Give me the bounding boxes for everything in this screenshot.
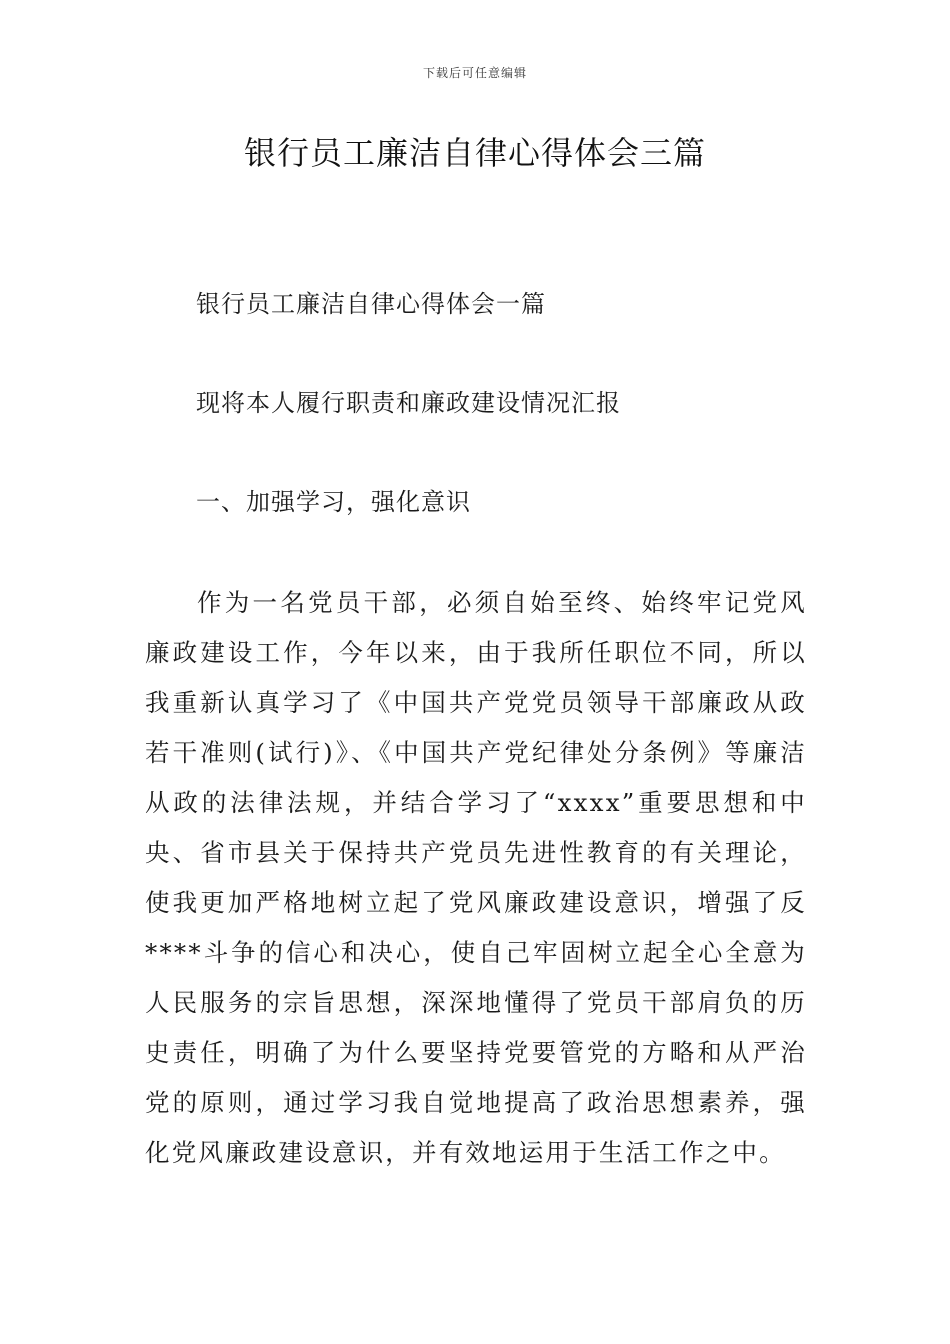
header-note: 下载后可任意编辑 [422, 66, 527, 80]
intro-line: 现将本人履行职责和廉政建设情况汇报 [196, 389, 621, 417]
body-paragraph: 作为一名党员干部，必须自始至终、始终牢记党风廉政建设工作，今年以来，由于我所任职位不同，所以我重新认真学习了《中国共产党党员领导干部廉政从政若干准则(试行)》、《中国共产党纪律处分条例》等廉洁从政的法律法规，并结合学习了“xxxx”重要思想和中央、省市县关于保持共产党员先进性教育的有关理论，使我更加严格地树立起了党风廉政建设意识，增强了反****斗争的信心和决心，使自己牢固树立起全心全意为人民服务的宗旨思想，深深地懂得了党员干部肩负的历史责任，明确了为什么要坚持党要管党的方略和从严治党的原则，通过学习我自觉地提高了政治思想素养，强化党风廉政建设意识，并有效地运用于生活工作之中。 [145, 588, 807, 1167]
heading-strengthen-study: 一、加强学习，强化意识 [196, 488, 471, 516]
section-title: 银行员工廉洁自律心得体会一篇 [196, 290, 546, 318]
document-title: 银行员工廉洁自律心得体会三篇 [243, 134, 706, 172]
